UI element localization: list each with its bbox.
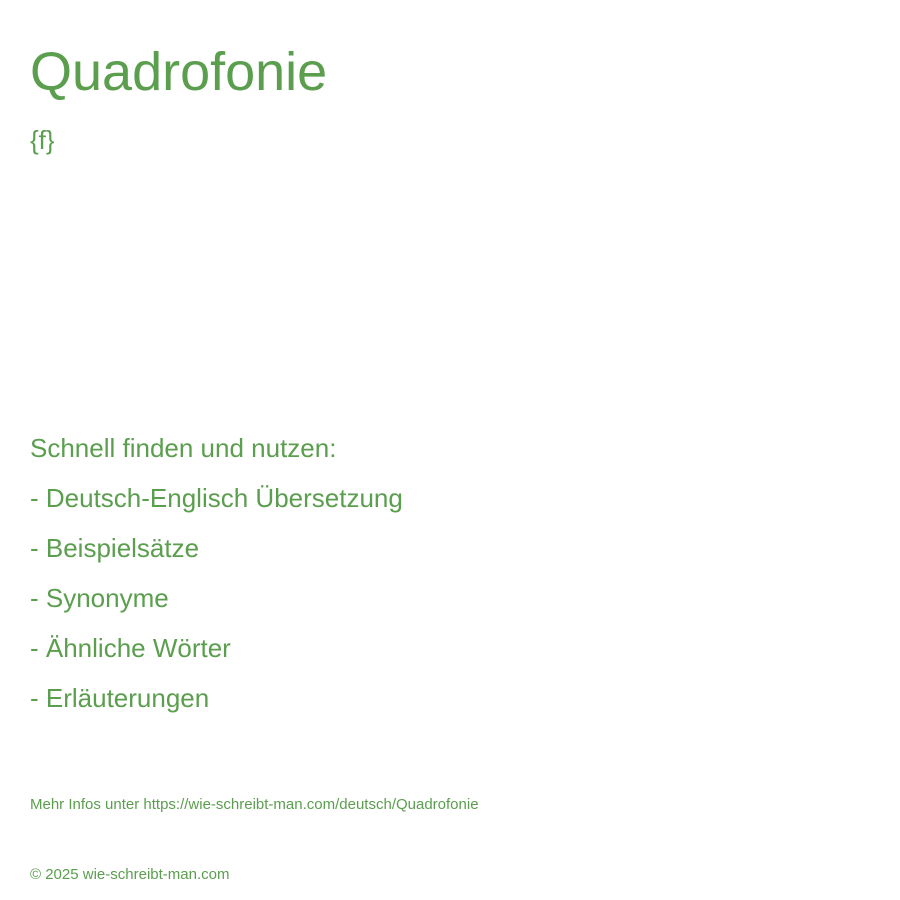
feature-item-synonyms: - Synonyme [30,583,169,613]
feature-item-similar-words: - Ähnliche Wörter [30,633,231,663]
more-info-text: Mehr Infos unter https://wie-schreibt-man.com/deutsch/Quadrofonie [30,796,479,813]
features-heading: Schnell finden und nutzen: [30,433,337,463]
feature-item-example-sentences: - Beispielsätze [30,533,200,563]
feature-item-translation: - Deutsch-Englisch Übersetzung [30,483,403,513]
feature-item-explanations: - Erläuterungen [30,683,210,713]
grammatical-gender: {f} [30,125,55,155]
features-list [30,423,403,723]
page-title: Quadrofonie [30,42,328,102]
copyright-text: © 2025 wie-schreibt-man.com [30,866,230,883]
